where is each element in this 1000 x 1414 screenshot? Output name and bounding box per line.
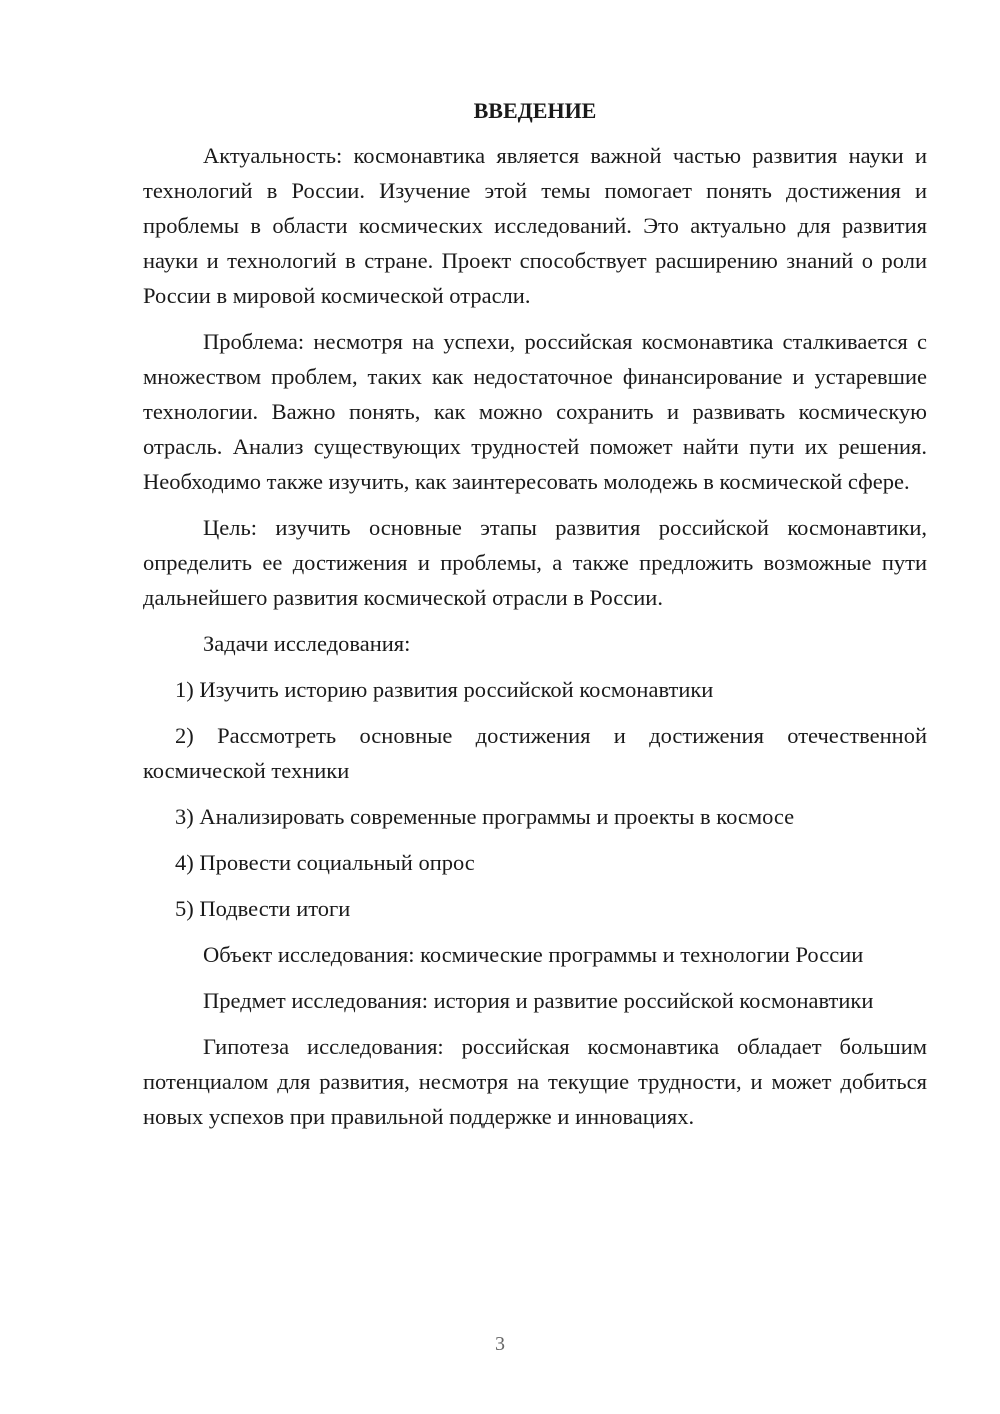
tasks-heading: Задачи исследования: (203, 631, 411, 656)
relevance-paragraph: Актуальность: космонавтика является важной частью развития науки и технологий в России. Изучение этой темы помогает понять достижения и проблемы в области космических исследований. Это актуально для развития науки и технологий в стране. Проект способствует расширению знаний о роли России в мировой космической отрасли. (143, 143, 927, 308)
goal-paragraph: Цель: изучить основные этапы развития российской космонавтики, определить ее достижения и проблемы, а также предложить возможные пути дальнейшего развития космической отрасли в России. (143, 515, 927, 610)
page-number: 3 (495, 1333, 505, 1355)
page-content (143, 96, 927, 1145)
problem-paragraph: Проблема: несмотря на успехи, российская космонавтика сталкивается с множеством проблем, таких как недостаточное финансирование и устаревшие технологии. Важно понять, как можно сохранить и развивать космическую отрасль. Анализ существующих трудностей поможет найти пути их решения. Необходимо также изучить, как заинтересовать молодежь в космической сфере. (143, 329, 927, 494)
task-item-3: 3) Анализировать современные программы и проекты в космосе (175, 804, 795, 829)
task-item-5: 5) Подвести итоги (175, 896, 351, 921)
page-title: ВВЕДЕНИЕ (473, 98, 597, 123)
hypothesis-paragraph: Гипотеза исследования: российская космонавтика обладает большим потенциалом для развития, несмотря на текущие трудности, и может добиться новых успехов при правильной поддержке и инновациях. (143, 1034, 927, 1129)
task-item-4: 4) Провести социальный опрос (175, 850, 475, 875)
task-item-2: 2) Рассмотреть основные достижения и достижения отечественной космической техники (143, 723, 927, 783)
subject-paragraph: Предмет исследования: история и развитие российской космонавтики (203, 988, 874, 1013)
task-item-1: 1) Изучить историю развития российской космонавтики (175, 677, 714, 702)
object-paragraph: Объект исследования: космические программы и технологии России (203, 942, 864, 967)
